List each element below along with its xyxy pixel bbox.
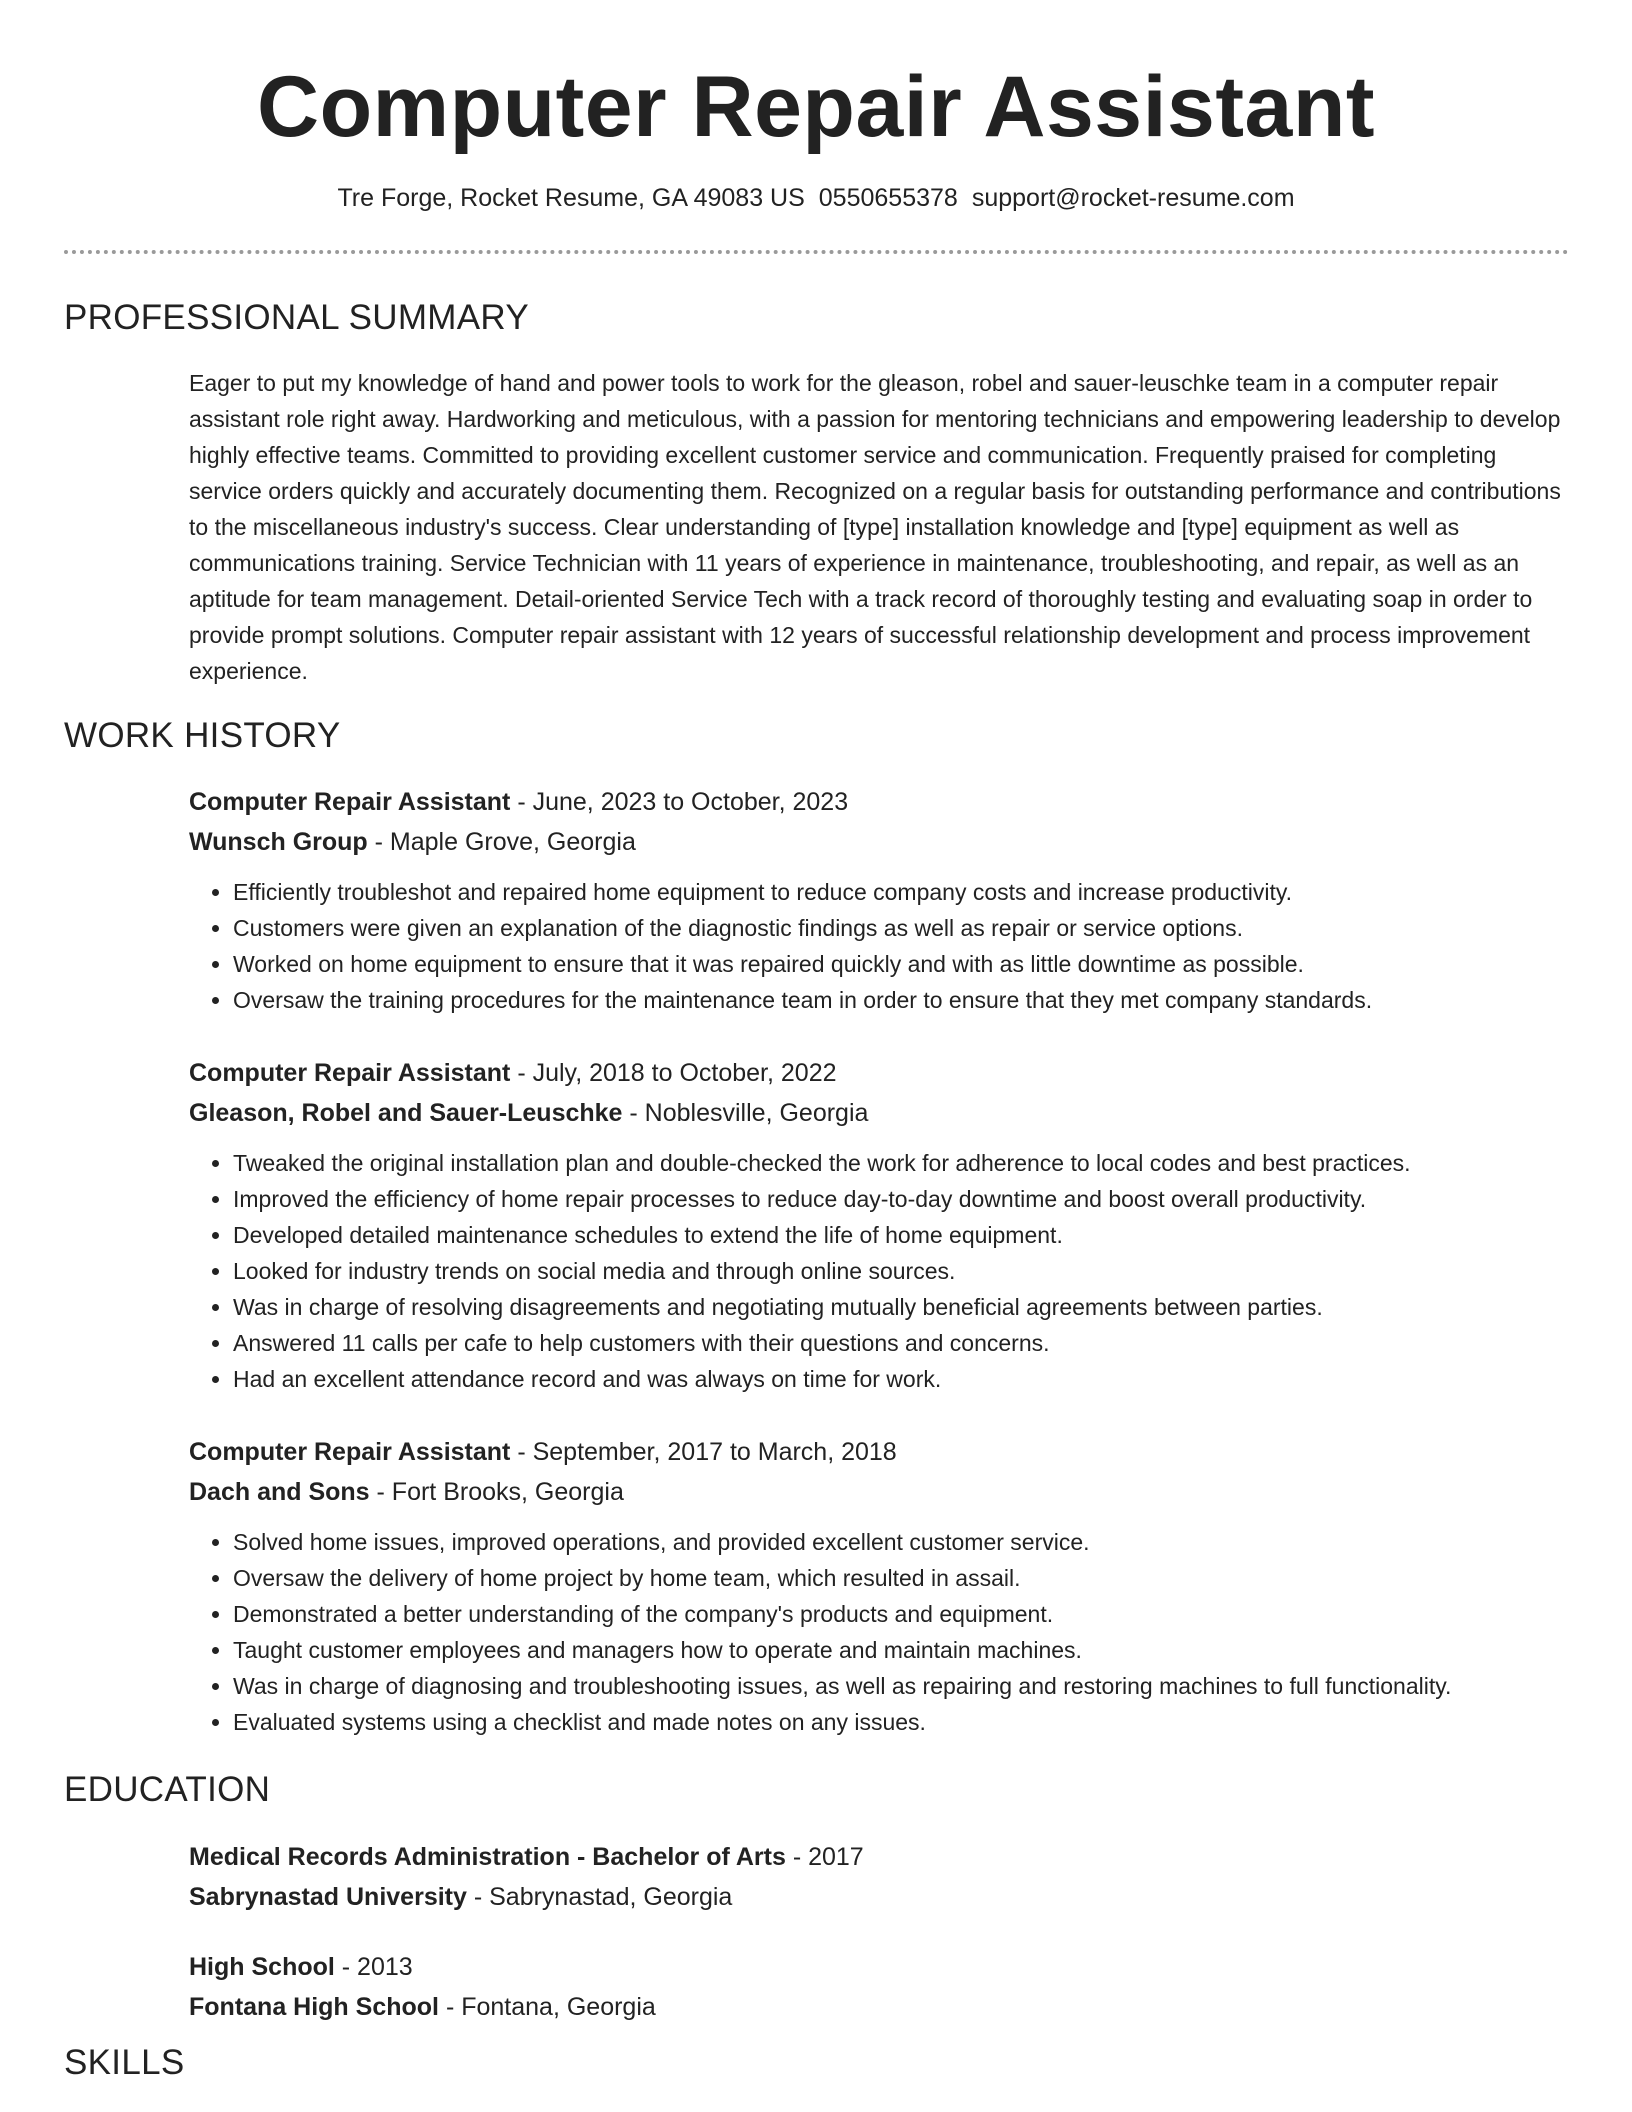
job-bullets — [189, 1524, 1569, 1740]
job-bullets — [189, 874, 1569, 1018]
section-title-summary: PROFESSIONAL SUMMARY — [64, 298, 529, 337]
job-entry-3 — [189, 1432, 1569, 1740]
job-entry-1 — [189, 782, 1569, 1018]
list-item: • Developed detailed maintenance schedules to extend the life of home equipment. — [233, 1217, 1569, 1253]
job-company: Wunsch Group — [189, 828, 368, 856]
list-item: • Oversaw the delivery of home project by home team, which resulted in assail. — [233, 1560, 1569, 1596]
job-location: - Maple Grove, Georgia — [367, 828, 636, 856]
job-location: - Fort Brooks, Georgia — [369, 1478, 624, 1506]
list-item: • Evaluated systems using a checklist and made notes on any issues. — [233, 1704, 1569, 1740]
job-title-line — [189, 1432, 1569, 1472]
education-degree-line — [189, 1947, 1569, 1987]
list-item: • Worked on home equipment to ensure that it was repaired quickly and with as little downtime as possible. — [233, 946, 1569, 982]
education-entry-1 — [189, 1837, 1569, 1917]
list-item: • Looked for industry trends on social media and through online sources. — [233, 1253, 1569, 1289]
job-company-line — [189, 822, 1569, 862]
list-item: • Answered 11 calls per cafe to help customers with their questions and concerns. — [233, 1325, 1569, 1361]
job-role: Computer Repair Assistant — [189, 788, 511, 816]
job-dates: - July, 2018 to October, 2022 — [510, 1059, 837, 1087]
job-company: Dach and Sons — [189, 1478, 370, 1506]
job-dates: - September, 2017 to March, 2018 — [510, 1438, 897, 1466]
education-school-line — [189, 1987, 1569, 2027]
contact-address: Tre Forge, Rocket Resume, GA 49083 US — [337, 184, 805, 212]
contact-phone: 0550655378 — [818, 184, 958, 212]
job-company-line — [189, 1093, 1569, 1133]
job-title-line — [189, 1053, 1569, 1093]
contact-email[interactable]: support@rocket-resume.com — [971, 184, 1295, 212]
summary-block — [189, 365, 1569, 689]
summary-text: Eager to put my knowledge of hand and power tools to work for the gleason, robel and sauer-leuschke team in a computer repair assistant role right away. Hardworking and meticulous, with a passion for mentoring technicians and empowering leadership to develop highly effective teams. Committed to providing excellent customer service and communication. Frequently praised for completing service orders quickly and accurately documenting them. Recognized on a regular basis for outstanding performance and contributions to the miscellaneous industry's success. Clear understanding of [type] installation knowledge and [type] equipment as well as communications training. Service Technician with 11 years of experience in maintenance, troubleshooting, and repair, as well as an aptitude for team management. Detail-oriented Service Tech with a track record of thoroughly testing and evaluating soap in order to provide prompt solutions. Computer repair assistant with 12 years of successful relationship development and process improvement experience. — [189, 370, 1561, 684]
job-location: - Noblesville, Georgia — [622, 1099, 869, 1127]
list-item: • Demonstrated a better understanding of the company's products and equipment. — [233, 1596, 1569, 1632]
section-title-education: EDUCATION — [64, 1770, 271, 1809]
section-title-work-history: WORK HISTORY — [64, 716, 341, 755]
list-item: • Solved home issues, improved operations, and provided excellent customer service. — [233, 1524, 1569, 1560]
list-item: • Was in charge of diagnosing and troubleshooting issues, as well as repairing and restoring machines to full functionality. — [233, 1668, 1569, 1704]
list-item: • Was in charge of resolving disagreements and negotiating mutually beneficial agreements between parties. — [233, 1289, 1569, 1325]
education-location: - Fontana, Georgia — [439, 1993, 656, 2021]
education-school-line — [189, 1877, 1569, 1917]
section-title-skills: SKILLS — [64, 2043, 185, 2082]
job-title-line — [189, 782, 1569, 822]
education-year: - 2017 — [785, 1843, 864, 1871]
candidate-name: Computer Repair Assistant — [257, 59, 1375, 155]
education-year: - 2013 — [334, 1953, 413, 1981]
job-company-line — [189, 1472, 1569, 1512]
education-entry-2 — [189, 1947, 1569, 2027]
list-item: • Improved the efficiency of home repair processes to reduce day-to-day downtime and boost overall productivity. — [233, 1181, 1569, 1217]
job-entry-2 — [189, 1053, 1569, 1397]
education-school: Fontana High School — [189, 1993, 439, 2021]
education-location: - Sabrynastad, Georgia — [466, 1883, 733, 1911]
list-item: • Efficiently troubleshot and repaired home equipment to reduce company costs and increase productivity. — [233, 874, 1569, 910]
list-item: • Had an excellent attendance record and was always on time for work. — [233, 1361, 1569, 1397]
job-role: Computer Repair Assistant — [189, 1438, 511, 1466]
job-bullets — [189, 1145, 1569, 1397]
list-item: • Taught customer employees and managers how to operate and maintain machines. — [233, 1632, 1569, 1668]
list-item: • Customers were given an explanation of the diagnostic findings as well as repair or service options. — [233, 910, 1569, 946]
job-dates: - June, 2023 to October, 2023 — [510, 788, 849, 816]
job-role: Computer Repair Assistant — [189, 1059, 511, 1087]
list-item: • Oversaw the training procedures for the maintenance team in order to ensure that they met company standards. — [233, 982, 1569, 1018]
education-degree-line — [189, 1837, 1569, 1877]
job-company: Gleason, Robel and Sauer-Leuschke — [189, 1099, 623, 1127]
education-degree: High School — [189, 1953, 335, 1981]
list-item: • Tweaked the original installation plan and double-checked the work for adherence to local codes and best practices. — [233, 1145, 1569, 1181]
contact-info — [0, 184, 1632, 213]
education-school: Sabrynastad University — [189, 1883, 467, 1911]
header-divider — [64, 250, 1569, 254]
education-degree: Medical Records Administration - Bachelor of Arts — [189, 1843, 786, 1871]
